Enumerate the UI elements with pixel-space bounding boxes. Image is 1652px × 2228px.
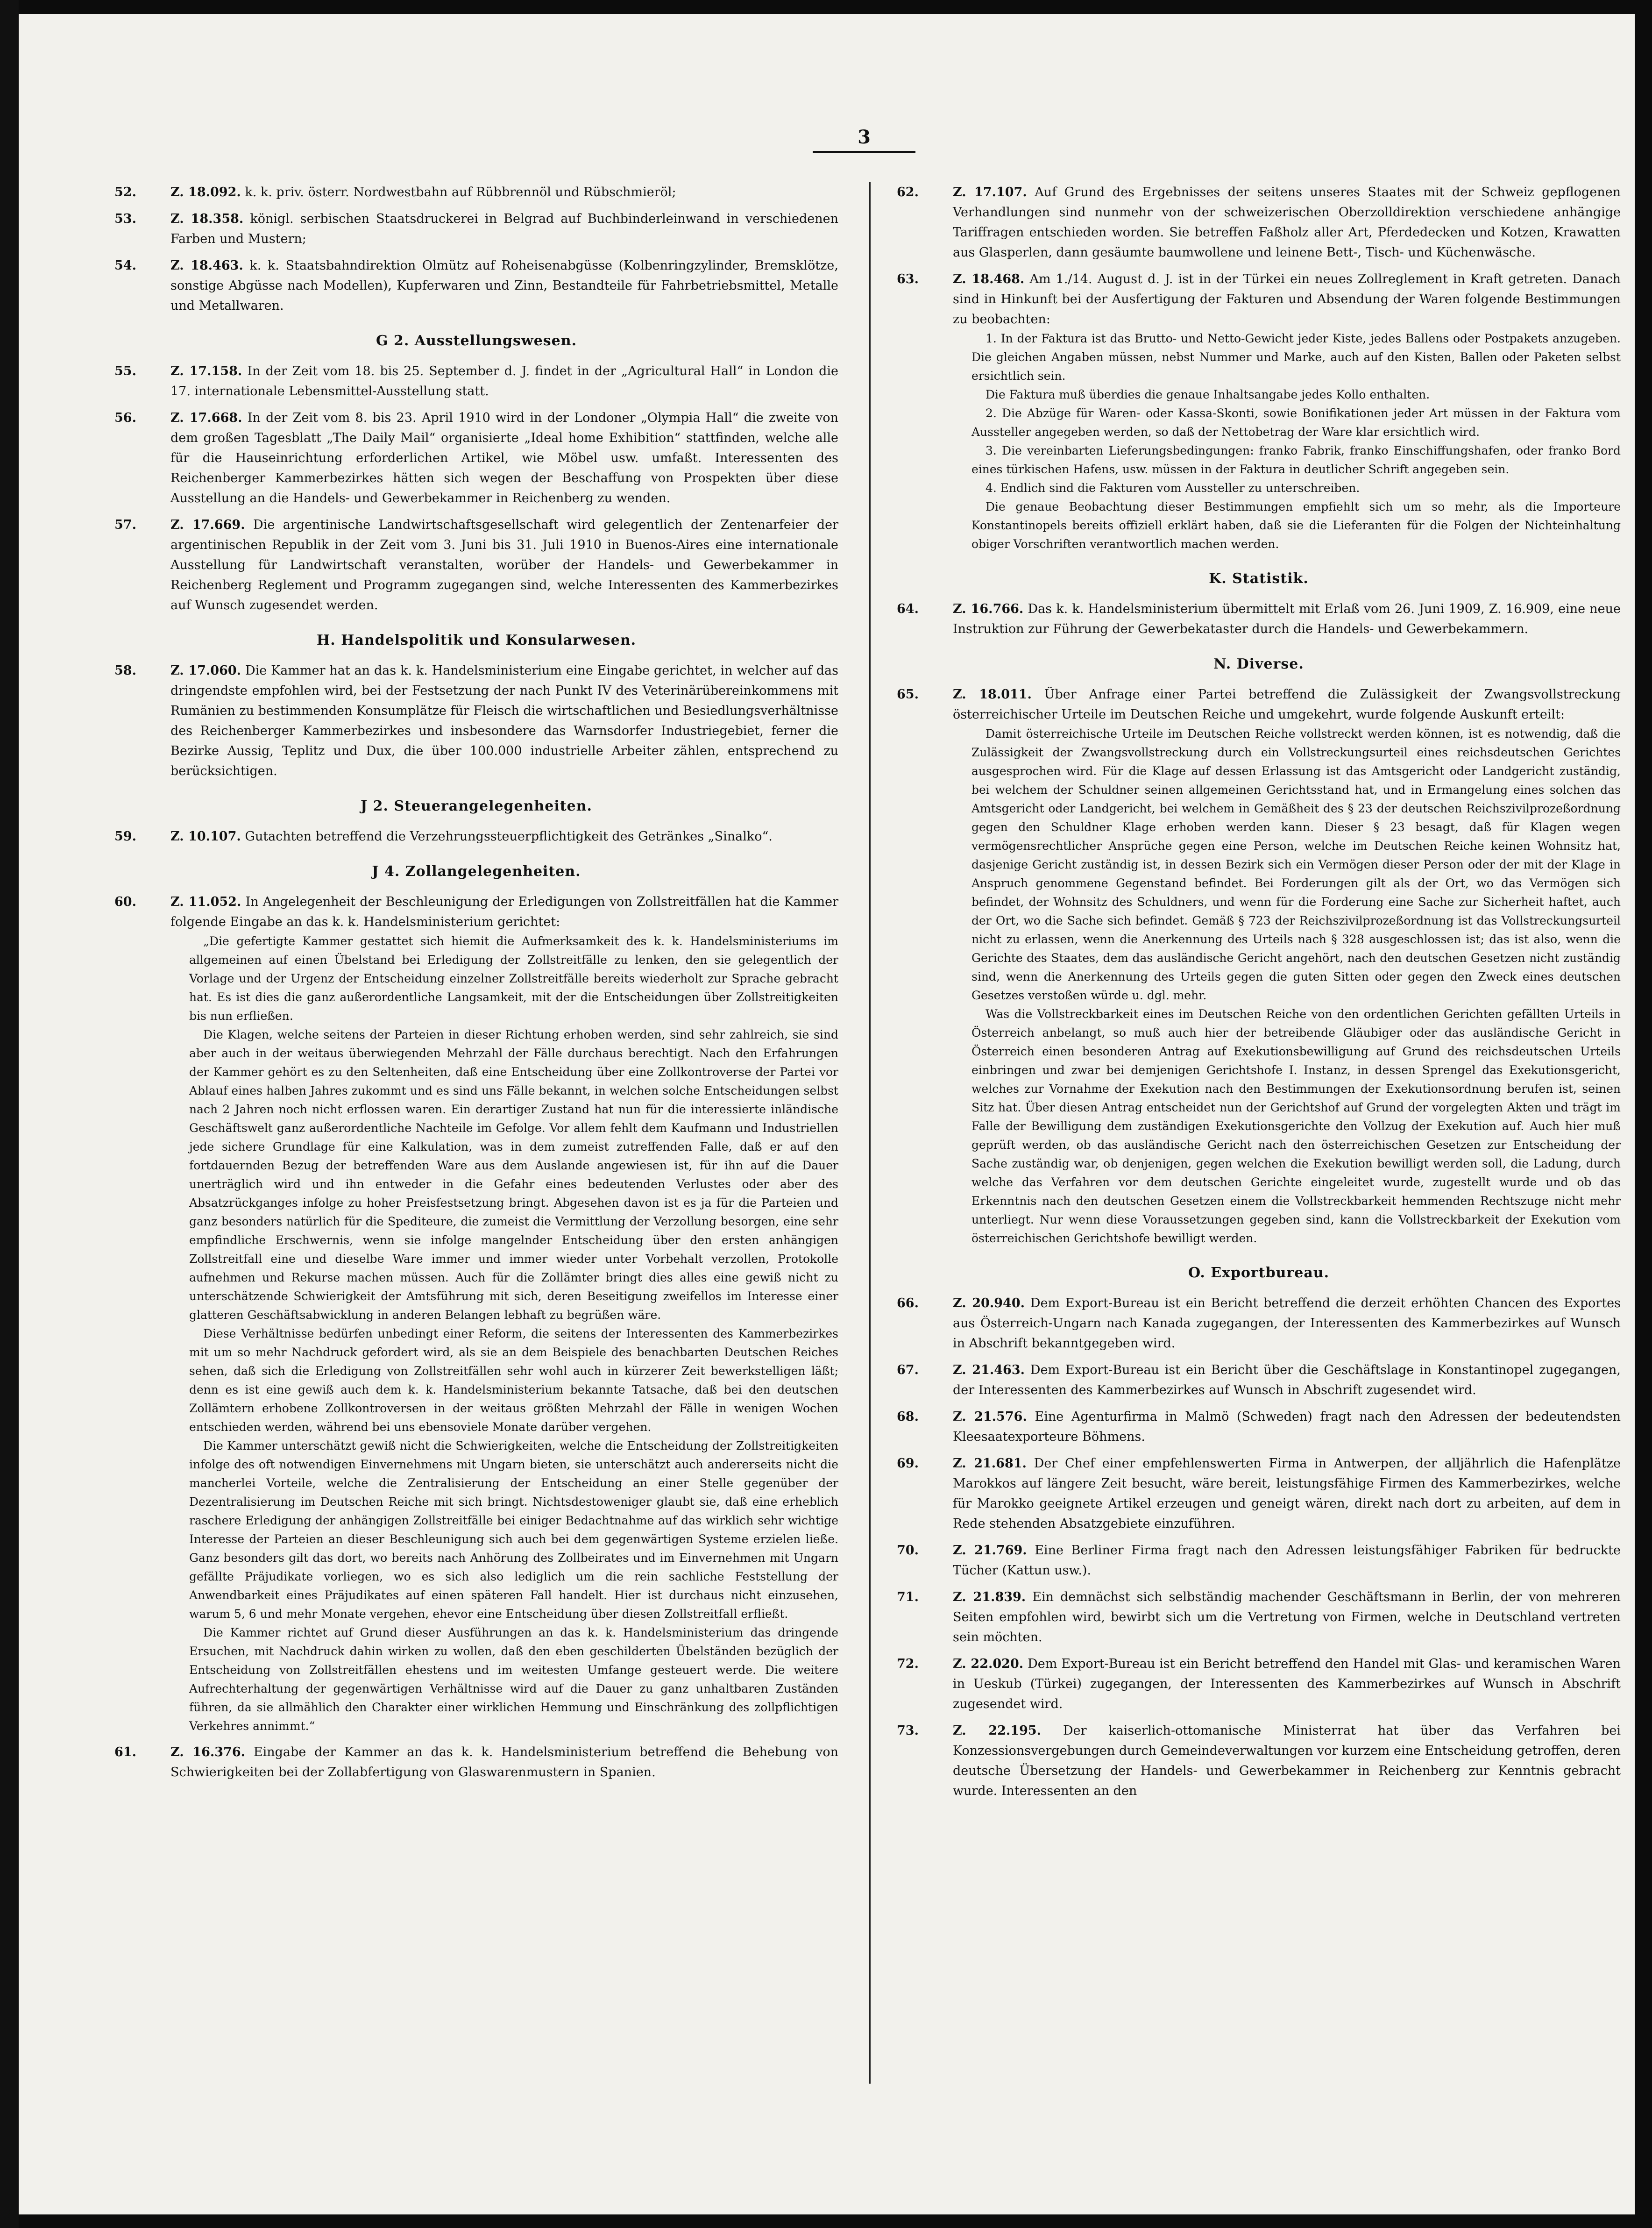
- section-heading: H. Handelspolitik und Konsularwesen.: [316, 632, 637, 648]
- entry-text: [953, 1293, 1621, 1353]
- entry-body: In Angelegenheit der Beschleunigung der Erledigungen von Zollstreitfällen hat die Kammer folgende Eingabe an das k. k. Handelsministerium gerichtet:: [170, 895, 838, 929]
- entry-paragraph: Was die Vollstreckbarkeit eines im Deutschen Reiche von den ordentlichen Gerichten gefällten Urteils in Österreich anbelangt, so muß auch hier der betreibende Gläubiger oder das ausländische Gericht in Österreich einen besonderen Antrag auf Exekutionsbewilligung auf Grund des reichsdeutschen Urteils einbringen und zwar bei demjenigen Gerichtshofe I. Instanz, in dessen Sprengel das Exekutionsgericht, welches zur Vornahme der Exekution nach den Bestimmungen der Exekutionsordnung berufen ist, seinen Sitz hat. Über diesen Antrag entscheidet nun der Gerichtshof auf Grund der vorgelegten Akten und trägt im Falle der Bewilligung dem zuständigen Exekutionsgerichte den Vollzug der Exekution auf. Auch hier muß geprüft werden, ob das ausländische Gericht nach den österreichischen Gesetzen zur Entscheidung der Sache zuständig war, ob denjenigen, gegen welchen die Exekution bewilligt werden soll, die Ladung, durch welche das Verfahren vor dem deutschen Gerichte eingeleitet wurde, zugestellt wurde und ob das Erkenntnis nach den deutschen Gesetzen einem die Vollstreckbarkeit hemmenden Rechtszuge nicht mehr unterliegt. Nur wenn diese Voraussetzungen gegeben sind, kann die Vollstreckbarkeit der Exekution vom österreichischen Gerichtshofe bewilligt werden.: [971, 1007, 1621, 1245]
- entry-body: Dem Export-Bureau ist ein Bericht betreffend den Handel mit Glas- und keramischen Waren in Ueskub (Türkei) zugegangen, der Interessenten des Kammerbezirkes auf Wunsch in Abschrift zugesendet wird.: [953, 1657, 1621, 1711]
- entry-text: [170, 515, 838, 615]
- entry-text: [170, 661, 838, 781]
- entry-item: [897, 269, 1621, 554]
- entry-body: Die Kammer hat an das k. k. Handelsministerium eine Eingabe gerichtet, in welcher auf das dringendste empfohlen wird, bei der Festsetzung der nach Punkt IV des Veterinärübereinkommens mit Rumänien zu bestimmenden Konsumplätze für Fleisch die wirtschaftlichen und Besiedlungsverhältnisse des Reichenberger Kammerbezirkes und insbesondere das Warnsdorfer Industriegebiet, ferner die Bezirke Aussig, Teplitz und Dux, die über 100.000 industrielle Arbeiter zählen, entsprechend zu berücksichtigen.: [170, 663, 839, 778]
- entry-number: 55.: [114, 364, 136, 378]
- entry-body: Ein demnächst sich selbständig machender Geschäftsmann in Berlin, der von mehreren Seiten empfohlen wird, bewirbt sich um die Vertretung von Firmen, welche in Deutschland vertreten sein möchten.: [953, 1590, 1621, 1644]
- entry-reference: Z. 21.769.: [953, 1543, 1027, 1558]
- entry-reference: Z. 18.092.: [170, 185, 241, 199]
- scan-border: [0, 0, 19, 2228]
- entry-body: In der Zeit vom 8. bis 23. April 1910 wird in der Londoner „Olympia Hall“ die zweite von dem großen Tagesblatt „The Daily Mail“ organisierte „Ideal home Exhibition“ stattfinden, welche alle für die Hauseinrichtung erforderlichen Artikel, wie Möbel usw. umfaßt. Interessenten des Reichenberger Kammerbezirkes hätten sich wegen der Beschaffung von Prospekten über diese Ausstellung an die Handels- und Gewerbekammer in Reichenberg zu wenden.: [170, 411, 838, 505]
- entry-paragraph: 1. In der Faktura ist das Brutto- und Netto-Gewicht jeder Kiste, jedes Ballens oder Postpakets anzugeben. Die gleichen Angaben müssen, nebst Nummer und Marke, auch auf den Kisten, Ballen oder Paketen selbst ersichtlich sein.: [971, 332, 1621, 383]
- entry-text: [953, 1587, 1621, 1647]
- entry-number: 62.: [897, 185, 919, 199]
- section-heading: J 4. Zollangelegenheiten.: [372, 863, 581, 880]
- entry-text: [953, 1654, 1621, 1714]
- entry-body: Eine Berliner Firma fragt nach den Adressen leistungsfähiger Fabriken für bedruckte Tücher (Kattun usw.).: [953, 1543, 1621, 1578]
- entry-number: 66.: [897, 1296, 919, 1310]
- entry-paragraph: Die Faktura muß überdies die genaue Inhaltsangabe jedes Kollo enthalten.: [986, 388, 1430, 401]
- entry-text: [953, 182, 1621, 263]
- entry-number: 60.: [114, 895, 136, 909]
- entry-number: 65.: [897, 687, 919, 702]
- entry-body: In der Zeit vom 18. bis 25. September d. J. findet in der „Agricultural Hall“ in London die 17. internationale Lebensmittel-Ausstellung statt.: [170, 364, 838, 399]
- entry-reference: Z. 10.107.: [170, 829, 241, 844]
- entry-text: [953, 684, 1621, 725]
- entry-item: [114, 256, 838, 316]
- entry-number: 57.: [114, 518, 136, 532]
- entry-item: [114, 826, 838, 847]
- entry-reference: Z. 18.358.: [170, 212, 244, 226]
- entry-paragraph: Die Kammer unterschätzt gewiß nicht die Schwierigkeiten, welche die Entscheidung der Zollstreitigkeiten infolge des oft notwendigen Einvernehmens mit Ungarn bieten, sie unterschätzt auch andererseits nicht die mancherlei Vorteile, welche die Zentralisierung der Entscheidung an einer Stelle gegenüber der Dezentralisierung im Deutschen Reiche mit sich bringt. Nichtsdestoweniger glaubt sie, daß eine erheblich raschere Erledigung der anhängigen Zollstreitfälle bei einiger Bedachtnahme auf das wirklich sehr wichtige Interesse der Parteien an dieser Beschleunigung sich auch bei dem gegenwärtigen Systeme erzielen ließe. Ganz besonders gilt das dort, wo bereits nach Anhörung des Zollbeirates und im Einvernehmen mit Ungarn gefällte Präjudikate vorliegen, wo es sich also lediglich um die rein sachliche Feststellung der Anwendbarkeit eines Präjudikates auf einen späteren Fall handelt. Hier ist durchaus nicht einzusehen, warum 5, 6 und mehr Monate vergehen, ehevor eine Entscheidung über diesen Zollstreitfall erfließt.: [189, 1439, 838, 1621]
- entry-item: [897, 182, 1621, 263]
- entry-text: [953, 1407, 1621, 1447]
- entry-number: 56.: [114, 411, 136, 425]
- entry-text: [170, 892, 838, 932]
- entry-reference: Z. 17.107.: [953, 185, 1027, 199]
- entry-item: [897, 1587, 1621, 1647]
- entry-text: [953, 269, 1621, 329]
- entry-number: 52.: [114, 185, 136, 199]
- entry-item: [114, 661, 838, 781]
- entry-reference: Z. 21.576.: [953, 1409, 1027, 1424]
- entry-text: [170, 826, 838, 847]
- entry-reference: Z. 17.060.: [170, 663, 241, 678]
- entry-reference: Z. 17.669.: [170, 518, 245, 532]
- entry-body: Eine Agenturfirma in Malmö (Schweden) fragt nach den Adressen der bedeutendsten Kleesaatexporteure Böhmens.: [953, 1409, 1621, 1444]
- entry-text: [953, 1453, 1621, 1534]
- entry-body: Eingabe der Kammer an das k. k. Handelsministerium betreffend die Behebung von Schwierigkeiten bei der Zollabfertigung von Glaswarenmustern in Spanien.: [170, 1745, 838, 1780]
- entry-reference: Z. 21.463.: [953, 1363, 1025, 1377]
- entry-text: [953, 1721, 1621, 1801]
- entry-item: [897, 1293, 1621, 1353]
- entry-body: Dem Export-Bureau ist ein Bericht betreffend die derzeit erhöhten Chancen des Exportes aus Österreich-Ungarn nach Kanada zugegangen, der Interessenten des Kammerbezirkes auf Wunsch in Abschrift bekanntgegeben wird.: [953, 1296, 1621, 1351]
- entry-number: 53.: [114, 212, 136, 226]
- column-divider: [869, 182, 871, 2084]
- section-heading: J 2. Steuerangelegenheiten.: [361, 798, 592, 814]
- entry-item: [897, 1540, 1621, 1580]
- entry-body: königl. serbischen Staatsdruckerei in Belgrad auf Buchbinderleinwand in verschiedenen Farben und Mustern;: [170, 212, 838, 246]
- entry-text: [170, 256, 838, 316]
- entry-reference: Z. 18.463.: [170, 258, 243, 273]
- entry-reference: Z. 21.839.: [953, 1590, 1026, 1604]
- entry-text: [170, 1742, 838, 1782]
- entry-body: Am 1./14. August d. J. ist in der Türkei ein neues Zollreglement in Kraft getreten. Danach sind in Hinkunft bei der Ausfertigung der Fakturen und Absendung der Waren folgende Bestimmungen zu beobachten:: [953, 272, 1621, 327]
- entry-item: [114, 182, 838, 202]
- entry-body: Dem Export-Bureau ist ein Bericht über die Geschäftslage in Konstantinopel zugegangen, der Interessenten des Kammerbezirkes auf Wunsch in Abschrift zugesendet wird.: [953, 1363, 1621, 1397]
- entry-paragraph: 3. Die vereinbarten Lieferungsbedingungen: franko Fabrik, franko Einschiffungshafen, oder franko Bord eines türkischen Hafens, usw. müssen in der Faktura in deutlicher Schrift angegeben sein.: [971, 444, 1621, 476]
- entry-item: [114, 892, 838, 1736]
- entry-number: 63.: [897, 272, 919, 286]
- entry-item: [114, 209, 838, 249]
- section-heading: N. Diverse.: [1213, 656, 1304, 672]
- entry-number: 68.: [897, 1409, 919, 1424]
- entry-number: 61.: [114, 1745, 136, 1759]
- entry-item: [897, 1453, 1621, 1534]
- entry-paragraph: Die Kammer richtet auf Grund dieser Ausführungen an das k. k. Handelsministerium das dringende Ersuchen, mit Nachdruck dahin wirken zu wollen, daß den eben geschilderten Übelständen bezüglich der Entscheidung von Zollstreitfällen ehestens und im weitesten Umfange gesteuert werde. Die weitere Aufrechterhaltung der gegenwärtigen Verhältnisse wird auf die Dauer zu ganz unhaltbaren Zuständen führen, da sie allmählich den Charakter einer wirklichen Hemmung und Einschränkung des zollpflichtigen Verkehres annimmt.“: [189, 1626, 838, 1733]
- entry-body: Über Anfrage einer Partei betreffend die Zulässigkeit der Zwangsvollstreckung österreichischer Urteile im Deutschen Reiche und umgekehrt, wurde folgende Auskunft erteilt:: [953, 687, 1621, 722]
- entry-item: [114, 1742, 838, 1782]
- entry-paragraph: Damit österreichische Urteile im Deutschen Reiche vollstreckt werden können, ist es notwendig, daß die Zulässigkeit der Zwangsvollstreckung durch ein Vollstreckungsurteil eines reichsdeutschen Gerichtes ausgesprochen wird. Für die Klage auf dessen Erlassung ist das Amtsgericht oder Landgericht zuständig, bei welchem der Schuldner seinen allgemeinen Gerichtsstand hat, und in Ermangelung eines solchen das Amtsgericht oder Landgericht, bei welchem in Gemäßheit des § 23 der deutschen Reichszivilprozeßordnung gegen den Schuldner Klage erhoben werden kann. Dieser § 23 besagt, daß für Klagen wegen vermögensrechtlicher Ansprüche gegen eine Person, welche im Deutschen Reiche keinen Wohnsitz hat, dasjenige Gericht zuständig ist, in dessen Bezirk sich ein Vermögen dieser Person oder der mit der Klage in Anspruch genommene Gegenstand befindet. Bei Forderungen gilt als der Ort, wo das Vermögen sich befindet, der Wohnsitz des Schuldners, und wenn für die Forderung eine Sache zur Sicherheit haftet, auch der Ort, wo die Sache sich befindet. Gemäß § 723 der Reichszivilprozeßordnung ist das Vollstreckungsurteil nicht zu erlassen, wenn die Anerkennung des Urteils nach § 328 ausgeschlossen ist; das ist also, wenn die Gerichte des Staates, dem das ausländische Gericht angehört, nach den deutschen Gesetzen nicht zuständig sind, wenn die Anerkennung des Urteils gegen die guten Sitten oder gegen den Zweck eines deutschen Gesetzes verstoßen würde u. dgl. mehr.: [971, 727, 1621, 1002]
- entry-body: Die argentinische Landwirtschaftsgesellschaft wird gelegentlich der Zentenarfeier der argentinischen Republik in der Zeit vom 3. Juni bis 31. Juli 1910 in Buenos-Aires eine internationale Ausstellung für Landwirtschaft veranstalten, worüber der Handels- und Gewerbekammer in Reichenberg Reglement und Programm zugegangen sind, welche Interessenten des Kammerbezirkes auf Wunsch zugesendet werden.: [170, 518, 838, 612]
- entry-reference: Z. 17.668.: [170, 411, 242, 425]
- entry-number: 58.: [114, 663, 136, 678]
- entry-text: [170, 182, 838, 202]
- entry-paragraph: Diese Verhältnisse bedürfen unbedingt einer Reform, die seitens der Interessenten des Kammerbezirkes mit um so mehr Nachdruck gefordert wird, als sie an dem Beispiele des benachbarten Deutschen Reiches sehen, daß sich die Erledigung von Zollstreitfällen sehr wohl auch in kürzerer Zeit bewerkstelligen läßt; denn es ist eine gewiß auch dem k. k. Handelsministerium bekannte Tatsache, daß bei den deutschen Zollämtern erhobene Zollkontroversen in der weitaus größten Mehrzahl der Fälle in wenigen Wochen entschieden werden, während bei uns ebensoviele Monate darüber vergehen.: [189, 1327, 838, 1434]
- entry-text: [170, 361, 838, 401]
- entry-number: 64.: [897, 602, 919, 616]
- entry-body: Gutachten betreffend die Verzehrungssteuerpflichtigkeit des Getränkes „Sinalko“.: [245, 829, 773, 844]
- right-column: [897, 182, 1621, 1808]
- entry-body: k. k. Staatsbahndirektion Olmütz auf Roheisenabgüsse (Kolbenringzylinder, Bremsklötze, sonstige Abgüsse nach Modellen), Kupferwaren und Zinn, Bestandteile für Fahrbetriebsmittel, Metalle und Metallwaren.: [170, 258, 838, 313]
- entry-body: Das k. k. Handelsministerium übermittelt mit Erlaß vom 26. Juni 1909, Z. 16.909, eine neue Instruktion zur Führung der Gewerbekataster durch die Handels- und Gewerbekammern.: [953, 602, 1621, 636]
- entry-reference: Z. 20.940.: [953, 1296, 1025, 1310]
- entry-reference: Z. 18.468.: [953, 272, 1025, 286]
- entry-number: 67.: [897, 1363, 919, 1377]
- entry-number: 72.: [897, 1657, 919, 1671]
- entry-text: [170, 209, 838, 249]
- entry-body: k. k. priv. österr. Nordwestbahn auf Rübbrennöl und Rübschmieröl;: [245, 185, 676, 199]
- section-heading: O. Exportbureau.: [1188, 1265, 1330, 1281]
- page-number: 3: [813, 126, 915, 153]
- entry-reference: Z. 16.376.: [170, 1745, 246, 1759]
- entry-text: [953, 599, 1621, 639]
- entry-text: [953, 1540, 1621, 1580]
- entry-number: 70.: [897, 1543, 919, 1558]
- entry-text: [953, 1360, 1621, 1400]
- entry-body: Auf Grund des Ergebnisses der seitens unseres Staates mit der Schweiz gepflogenen Verhandlungen sind nunmehr von der schweizerischen Oberzolldirektion verschiedene anhängige Tariffragen entschieden worden. Sie betreffen Faßholz aller Art, Pferdedecken und Kotzen, Krawatten aus Glasperlen, dann gesäumte baumwollene und leinene Bett-, Tisch- und Küchenwäsche.: [953, 185, 1621, 260]
- entry-number: 59.: [114, 829, 136, 844]
- entry-number: 54.: [114, 258, 136, 273]
- entry-paragraph: Die genaue Beobachtung dieser Bestimmungen empfiehlt sich um so mehr, als die Importeure Konstantinopels bereits offiziell erklärt haben, daß sie die Lieferanten für die Folgen der Nichteinhaltung obiger Vorschriften verantwortlich machen werden.: [971, 500, 1621, 551]
- entry-item: [897, 1721, 1621, 1801]
- entry-number: 73.: [897, 1723, 919, 1738]
- entry-paragraph: 2. Die Abzüge für Waren- oder Kassa-Skonti, sowie Bonifikationen jeder Art müssen in der Faktura vom Aussteller angegeben werden, so daß der Nettobetrag der Ware klar ersichtlich wird.: [971, 406, 1621, 439]
- entry-reference: Z. 16.766.: [953, 602, 1024, 616]
- entry-item: [897, 1360, 1621, 1400]
- document-page: [19, 14, 1635, 2214]
- entry-reference: Z. 21.681.: [953, 1456, 1027, 1471]
- entry-item: [897, 599, 1621, 639]
- entry-reference: Z. 22.020.: [953, 1657, 1024, 1671]
- entry-item: [114, 515, 838, 615]
- entry-reference: Z. 17.158.: [170, 364, 242, 378]
- section-heading: G 2. Ausstellungswesen.: [376, 333, 577, 349]
- entry-paragraph: „Die gefertigte Kammer gestattet sich hiemit die Aufmerksamkeit des k. k. Handelsministeriums im allgemeinen auf einen Übelstand bei Erledigung der Zollstreitfälle zu lenken, den sie gelegentlich der Vorlage und der Urgenz der Entscheidung einzelner Zollstreitfälle bereits wiederholt zur Sprache gebracht hat. Es ist dies die ganz außerordentliche Langsamkeit, mit der die Entscheidungen über Zollstreitigkeiten bis nun erfließen.: [189, 934, 838, 1023]
- entry-reference: Z. 22.195.: [953, 1723, 1042, 1738]
- entry-item: [897, 1654, 1621, 1714]
- entry-item: [114, 408, 838, 508]
- entry-number: 69.: [897, 1456, 919, 1471]
- entry-text: [170, 408, 838, 508]
- entry-reference: Z. 11.052.: [170, 895, 241, 909]
- entry-paragraph: Die Klagen, welche seitens der Parteien in dieser Richtung erhoben werden, sind sehr zahlreich, sie sind aber auch in der weitaus überwiegenden Mehrzahl der Fälle durchaus berechtigt. Nach den Erfahrungen der Kammer gehört es zu den Seltenheiten, daß eine Entscheidung über eine Zollkontroverse der Partei vor Ablauf eines halben Jahres zukommt und es sind uns Fälle bekannt, in welchen solche Entscheidungen selbst nach 2 Jahren noch nicht erflossen waren. Ein derartiger Zustand hat nun für die interessierte inländische Geschäftswelt ganz außerordentliche Nachteile im Gefolge. Vor allem fehlt dem Kaufmann und Industriellen jede sichere Grundlage für eine Kalkulation, was in dem zumeist zutreffenden Falle, daß er auf den fortdauernden Bezug der betreffenden Ware aus dem Auslande angewiesen ist, für ihn auf die Dauer unerträglich wird und ihn entweder in die Gefahr eines bedeutenden Verlustes oder aber des Absatzrückganges infolge zu hoher Preisfestsetzung bringt. Abgesehen davon ist es ja für die Parteien und ganz besonders natürlich für die Spediteure, die zumeist die Vermittlung der Verzollung besorgen, eine sehr empfindliche Erschwernis, wenn sie infolge mangelnder Entscheidung über den ersten anhängigen Zollstreitfall eine und dieselbe Ware immer und immer wieder unter Vorbehalt verzollen, Protokolle aufnehmen und Rekurse machen müssen. Auch für die Zollämter bringt dies alles eine gewiß nicht zu unterschätzende Schwierigkeit der Amtsführung mit sich, deren Beseitigung zweifellos im Interesse einer glatteren Geschäftsabwicklung in anderen Belangen lebhaft zu begrüßen wäre.: [189, 1028, 838, 1322]
- entry-body: Der kaiserlich-ottomanische Ministerrat hat über das Verfahren bei Konzessionsvergebungen durch Gemeindeverwaltungen vor kurzem eine Entscheidung getroffen, deren deutsche Übersetzung der Handels- und Gewerbekammer in Reichenberg zur Kenntnis gebracht wurde. Interessenten an den: [953, 1723, 1621, 1798]
- entry-item: [897, 1407, 1621, 1447]
- entry-number: 71.: [897, 1590, 919, 1604]
- entry-item: [114, 361, 838, 401]
- left-column: [114, 182, 838, 1789]
- entry-item: [897, 684, 1621, 1248]
- entry-body: Der Chef einer empfehlenswerten Firma in Antwerpen, der alljährlich die Hafenplätze Marokkos auf längere Zeit besucht, wäre bereit, leistungsfähige Firmen des Kammerbezirkes, welche für Marokko geeignete Artikel erzeugen und geneigt wären, direkt nach dort zu arbeiten, auf dem in Rede stehenden Absatzgebiete einzuführen.: [953, 1456, 1621, 1531]
- entry-reference: Z. 18.011.: [953, 687, 1032, 702]
- entry-paragraph: 4. Endlich sind die Fakturen vom Aussteller zu unterschreiben.: [986, 481, 1360, 495]
- section-heading: K. Statistik.: [1209, 570, 1309, 587]
